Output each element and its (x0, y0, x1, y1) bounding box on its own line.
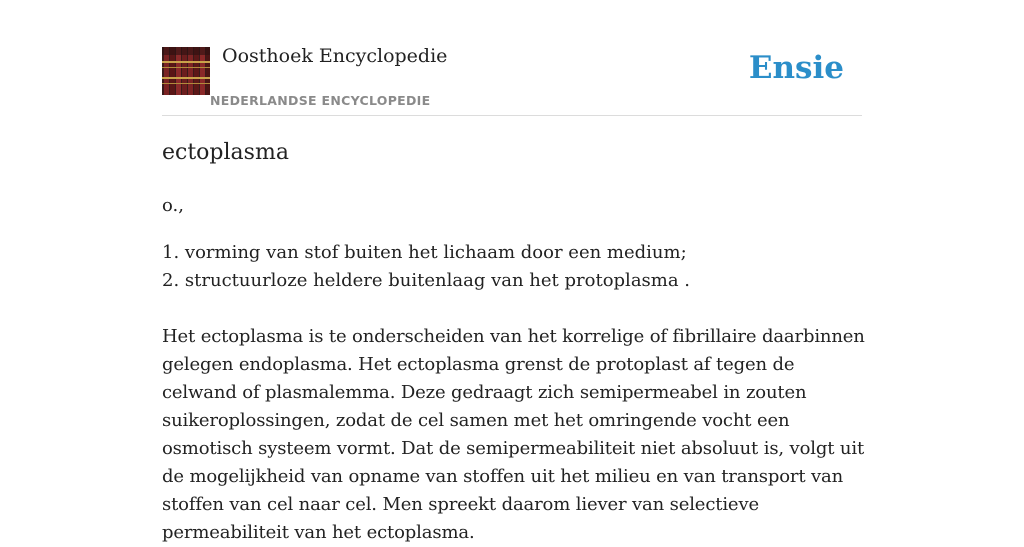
definition-list (162, 239, 870, 295)
site-title[interactable]: Oosthoek Encyclopedie (222, 45, 448, 67)
ensie-logo[interactable]: Ensie (748, 50, 844, 86)
definition-item: 2. structuurloze heldere buitenlaag van het protoplasma . (162, 270, 691, 291)
site-subtitle: NEDERLANDSE ENCYCLOPEDIE (210, 93, 431, 108)
encyclopedia-books-icon[interactable] (162, 47, 210, 95)
definition-item: 1. vorming van stof buiten het lichaam door een medium; (162, 242, 687, 263)
entry-paragraph: Het ectoplasma is te onderscheiden van het korrelige of fibrillaire daarbinnen gelegen endoplasma. Het ectoplasma grenst de protoplast af tegen de celwand of plasmalemma. Deze gedraagt zich semipermeabel in zouten suikeroplossingen, zodat de cel samen met het omringende vocht een osmotisch systeem vormt. Dat de semipermeabiliteit niet absoluut is, volgt uit de mogelijkheid van opname van stoffen uit het milieu en van transport van stoffen van cel naar cel. Men spreekt daarom liever van selectieve permeabiliteit van het ectoplasma. (162, 326, 865, 543)
entry-title: ectoplasma (162, 140, 289, 165)
site-header (162, 0, 862, 116)
grammar-note: o., (162, 195, 184, 216)
